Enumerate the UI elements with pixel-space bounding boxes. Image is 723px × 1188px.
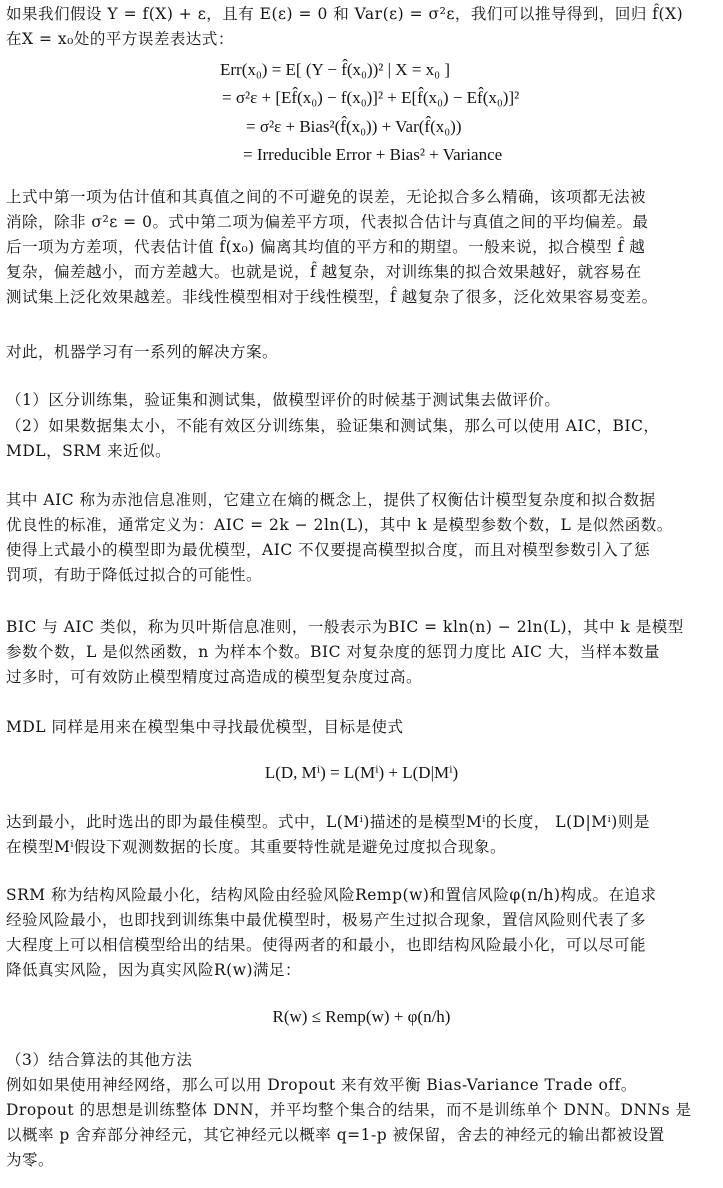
srm-line: 降低真实风险，因为真实风险R(w)满足： [6,961,302,979]
list-item-2-line: （2）如果数据集太小，不能有效区分训练集，验证集和测试集，那么可以使用 AIC，BIC， [6,417,660,435]
equation-line-1: Err(x₀) = E[ (Y − f̂(x₀))² | X = x₀ ] [220,60,451,79]
equation-line-4: = Irreducible Error + Bias² + Variance [243,145,503,164]
explanation-line: 复杂，偏差越小，而方差越大。也就是说，f̂ 越复杂，对训练集的拟合效果越好，就容易在 [6,263,642,281]
equation-line-2: = σ²ε + [Ef̂(x₀) − f(x₀)]² + E[f̂(x₀) − Ef̂(x₀)]² [222,88,520,107]
list-item-2-line: MDL，SRM 来近似。 [6,442,172,460]
explanation-line: 消除，除非 σ²ε = 0。式中第二项为偏差平方项，代表拟合估计与真值之间的平均偏差。最 [6,213,649,231]
bic-line: 参数个数，L 是似然函数，n 为样本个数。BIC 对复杂度的惩罚力度比 AIC 大，当样本数量 [6,643,660,661]
srm-paragraph [6,883,717,983]
bic-line: 过多时，可有效防止模型精度过高造成的模型复杂度过高。 [6,668,423,686]
equation-line-3: = σ²ε + Bias²(f̂(x₀)) + Var(f̂(x₀)) [246,117,462,136]
mdl-intro: MDL 同样是用来在模型集中寻找最优模型，目标是使式 [6,718,404,736]
mdl-line: 在模型Mⁱ假设下观测数据的长度。其重要特性就是避免过度拟合现象。 [6,838,506,856]
mdl-equation: L(D, Mⁱ) = L(Mⁱ) + L(D|Mⁱ) [264,763,459,782]
explanation-paragraph [6,185,717,310]
dropout-line: 为零。 [6,1151,55,1169]
dropout-line: Dropout 的思想是训练整体 DNN，并平均整个集合的结果，而不是训练单个 DNN。DNNs 是 [6,1101,692,1119]
explanation-line: 上式中第一项为估计值和其真值之间的不可避免的误差，无论拟合多么精确，该项都无法被 [6,188,647,206]
dropout-line: 以概率 p 舍弃部分神经元，其它神经元以概率 q=1-p 被保留，舍去的神经元的输出都被设置 [6,1126,665,1144]
srm-line: 经验风险最小，也即找到训练集中最优模型时，极易产生过拟合现象，置信风险则代表了多 [6,911,647,929]
srm-line: SRM 称为结构风险最小化，结构风险由经验风险Remp(w)和置信风险φ(n/h)构成。在追求 [6,886,657,904]
explanation-line: 测试集上泛化效果越差。非线性模型相对于线性模型，f̂ 越复杂了很多，泛化效果容易变差。 [6,288,658,306]
list-item-3-heading: （3）结合算法的其他方法 [6,1051,193,1069]
bic-line: BIC 与 AIC 类似，称为贝叶斯信息准则，一般表示为BIC = kln(n) − 2ln(L)，其中 k 是模型 [6,618,684,636]
intro-paragraph [6,2,717,52]
list-item-3 [6,1048,717,1173]
srm-line: 大程度上可以相信模型给出的结果。使得两者的和最小，也即结构风险最小化，可以尽可能 [6,936,647,954]
aic-line: 罚项，有助于降低过拟合的可能性。 [6,566,263,584]
bic-paragraph [6,615,717,690]
solutions-intro: 对此，机器学习有一系列的解决方案。 [6,343,279,361]
aic-line: 使得上式最小的模型即为最优模型，AIC 不仅要提高模型拟合度，而且对模型参数引入了惩 [6,541,651,559]
mdl-paragraph [6,810,717,860]
aic-line: 优良性的标准，通常定义为：AIC = 2k − 2ln(L)，其中 k 是模型参数个数，L 是似然函数。 [6,516,673,534]
list-item-1: （1）区分训练集，验证集和测试集，做模型评价的时候基于测试集去做评价。 [6,391,561,409]
aic-line: 其中 AIC 称为赤池信息准则，它建立在熵的概念上，提供了权衡估计模型复杂度和拟合数据 [6,491,656,509]
dropout-line: 例如如果使用神经网络，那么可以用 Dropout 来有效平衡 Bias-Variance Trade off。 [6,1076,637,1094]
intro-line-1: 如果我们假设 Y = f(X) + ε，且有 E(ε) = 0 和 Var(ε) = σ²ε，我们可以推导得到，回归 f̂(X) [6,5,684,23]
explanation-line: 后一项为方差项，代表估计值 f̂(x₀) 偏离其均值的平方和的期望。一般来说，拟合模型 f̂ 越 [6,238,646,256]
mdl-line: 达到最小，此时选出的即为最佳模型。式中，L(Mⁱ)描述的是模型Mⁱ的长度， L(D|Mⁱ)则是 [6,813,650,831]
srm-equation: R(w) ≤ Remp(w) + φ(n/h) [272,1007,451,1026]
list-item-2 [6,414,717,464]
intro-line-2: 在X = x₀处的平方误差表达式： [6,30,234,48]
aic-paragraph [6,488,717,588]
